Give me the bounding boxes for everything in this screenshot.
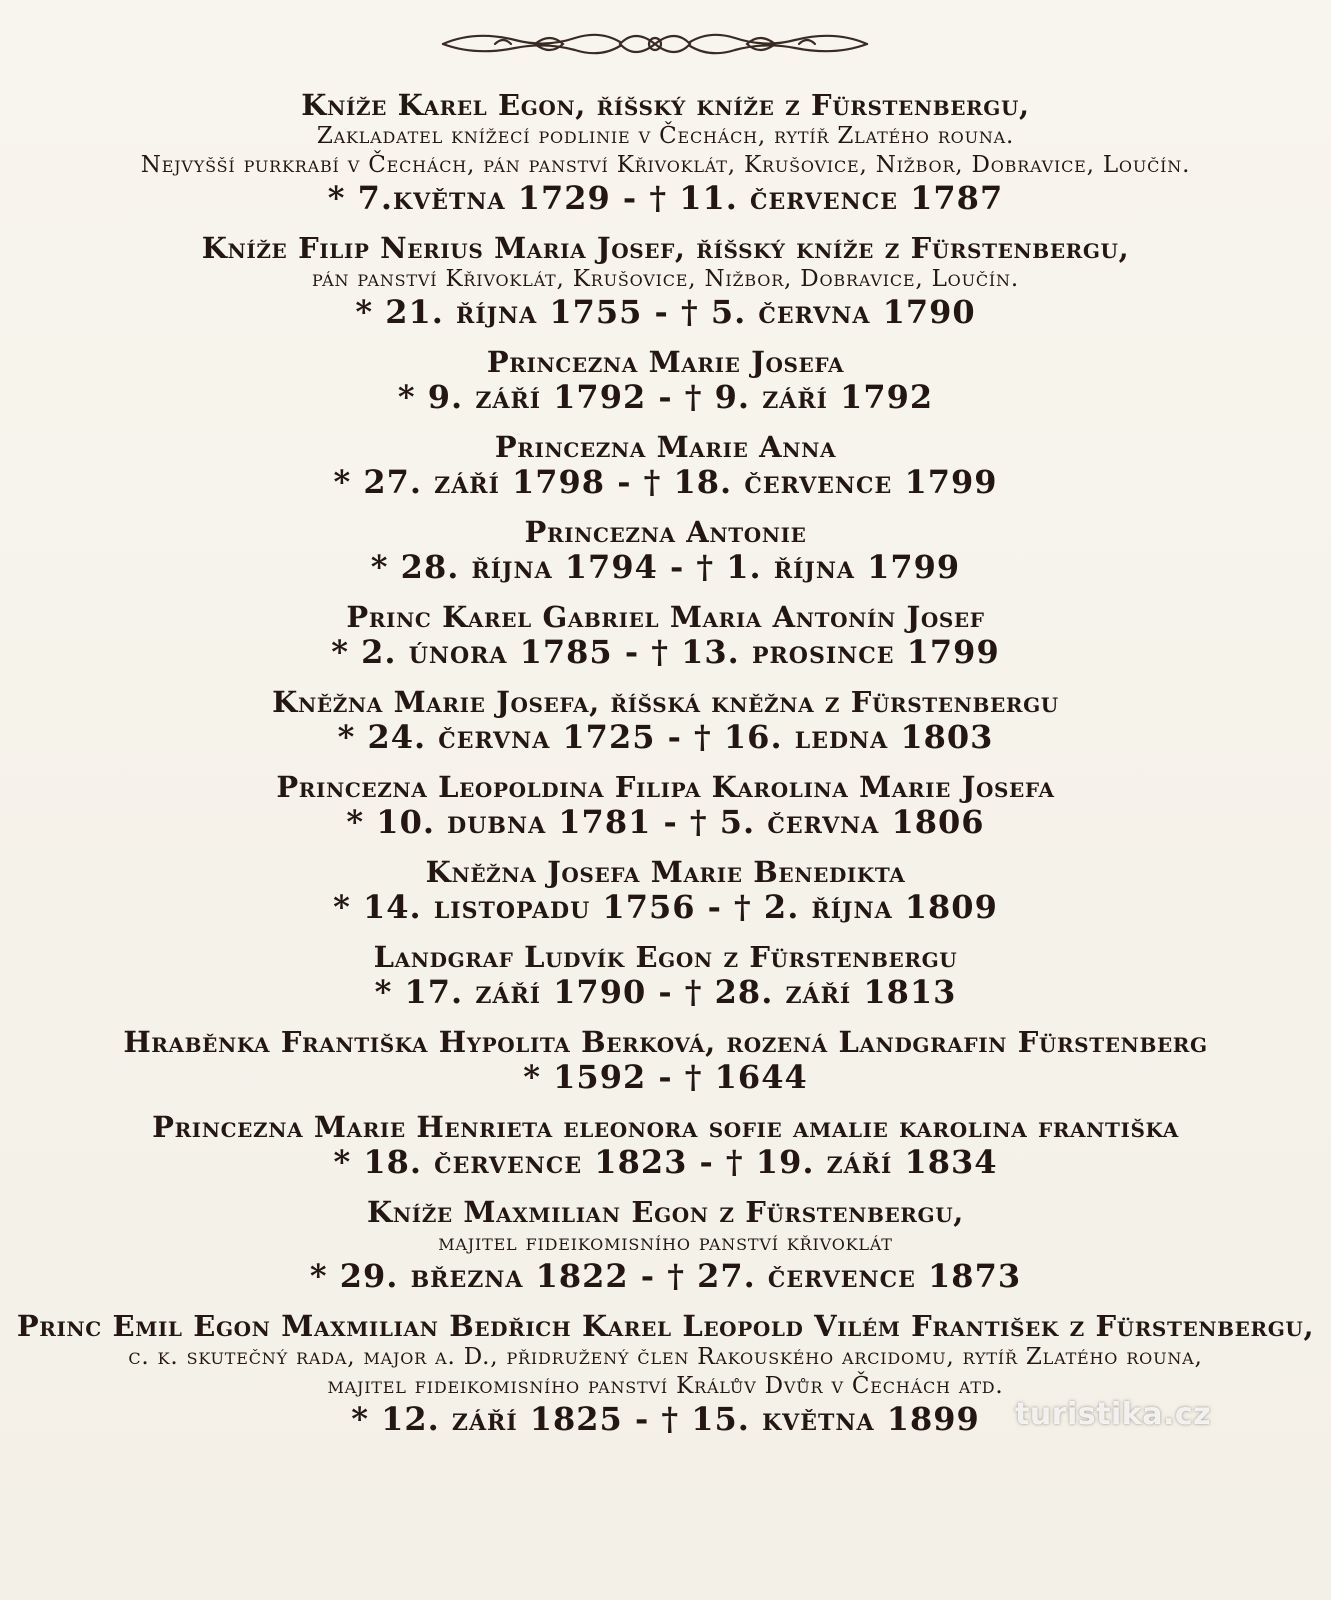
entry-description: Zakladatel knížecí podlinie v Čechách, rytíř Zlatého rouna. — [316, 123, 1015, 149]
entry-name: Princezna Antonie — [524, 515, 807, 549]
entry-name: Princezna Marie Henrieta eleonora sofie amalie karolina františka — [152, 1110, 1179, 1144]
entry — [0, 430, 1331, 501]
entry-name: Hraběnka Františka Hypolita Berková, rozená Landgrafin Fürstenberg — [123, 1025, 1208, 1059]
watermark-logo: turistika.cz — [1015, 1397, 1212, 1432]
entry — [0, 855, 1331, 926]
entry-description: pán panství Křivoklát, Krušovice, Nižbor, Dobravice, Loučín. — [312, 266, 1019, 292]
entry-name: Landgraf Ludvík Egon z Fürstenbergu — [373, 940, 958, 974]
entry — [0, 231, 1331, 331]
entry-dates: * 28. října 1794 - † 1. října 1799 — [370, 548, 961, 586]
entry-description: majitel fideikomisního panství Králův Dvůr v Čechách atd. — [327, 1373, 1004, 1399]
entry — [0, 345, 1331, 416]
entry — [0, 1195, 1331, 1295]
entry-dates: * 2. února 1785 - † 13. prosince 1799 — [331, 633, 1000, 671]
entry — [0, 515, 1331, 586]
entry-dates: * 21. října 1755 - † 5. června 1790 — [355, 293, 976, 331]
entry-name: Princezna Marie Anna — [494, 430, 837, 464]
entry-description: c. k. skutečný rada, major a. D., přidružený člen Rakouského arcidomu, rytíř Zlatého rouna, — [128, 1344, 1203, 1370]
entry-name: Kníže Maxmilian Egon z Fürstenbergu, — [367, 1195, 964, 1229]
entry-description: majitel fideikomisního panství křivoklát — [438, 1230, 893, 1256]
entry-dates: * 10. dubna 1781 - † 5. června 1806 — [346, 803, 985, 841]
entry-dates: * 9. září 1792 - † 9. září 1792 — [397, 378, 934, 416]
entry-name: Princ Karel Gabriel Maria Antonín Josef — [346, 600, 985, 634]
entry — [0, 940, 1331, 1011]
entry-name: Kníže Karel Egon, říšský kníže z Fürstenbergu, — [301, 88, 1030, 122]
entry-name: Kníže Filip Nerius Maria Josef, říšský kníže z Fürstenbergu, — [201, 231, 1130, 265]
entry-name: Princ Emil Egon Maxmilian Bedřich Karel Leopold Vilém František z Fürstenbergu, — [16, 1309, 1315, 1343]
entry — [0, 600, 1331, 671]
entry — [0, 685, 1331, 756]
entry-name: Kněžna Josefa Marie Benedikta — [425, 855, 906, 889]
entry-description: Nejvyšší purkrabí v Čechách, pán panství Křivoklát, Krušovice, Nižbor, Dobravice, Loučín. — [140, 152, 1191, 178]
entry — [0, 1110, 1331, 1181]
entry-dates: * 27. září 1798 - † 18. července 1799 — [333, 463, 998, 501]
entry-dates: * 18. července 1823 - † 19. září 1834 — [333, 1143, 998, 1181]
entry-dates: * 29. března 1822 - † 27. července 1873 — [309, 1257, 1022, 1295]
ornament-flourish — [435, 24, 875, 64]
entry-dates: * 12. září 1825 - † 15. května 1899 — [351, 1400, 980, 1438]
entry — [0, 1025, 1331, 1096]
entry — [0, 88, 1331, 217]
entry-name: Kněžna Marie Josefa, říšská kněžna z Fürstenbergu — [272, 685, 1059, 719]
entry-dates: * 17. září 1790 - † 28. září 1813 — [374, 973, 957, 1011]
entry-dates: * 1592 - † 1644 — [523, 1058, 808, 1096]
entry-name: Princezna Leopoldina Filipa Karolina Marie Josefa — [276, 770, 1055, 804]
entry-dates: * 14. listopadu 1756 - † 2. října 1809 — [333, 888, 998, 926]
entry-name: Princezna Marie Josefa — [486, 345, 845, 379]
entry — [0, 770, 1331, 841]
entries-list — [0, 88, 1331, 1438]
entry-dates: * 7.května 1729 - † 11. července 1787 — [327, 179, 1004, 217]
entry-dates: * 24. června 1725 - † 16. ledna 1803 — [337, 718, 994, 756]
